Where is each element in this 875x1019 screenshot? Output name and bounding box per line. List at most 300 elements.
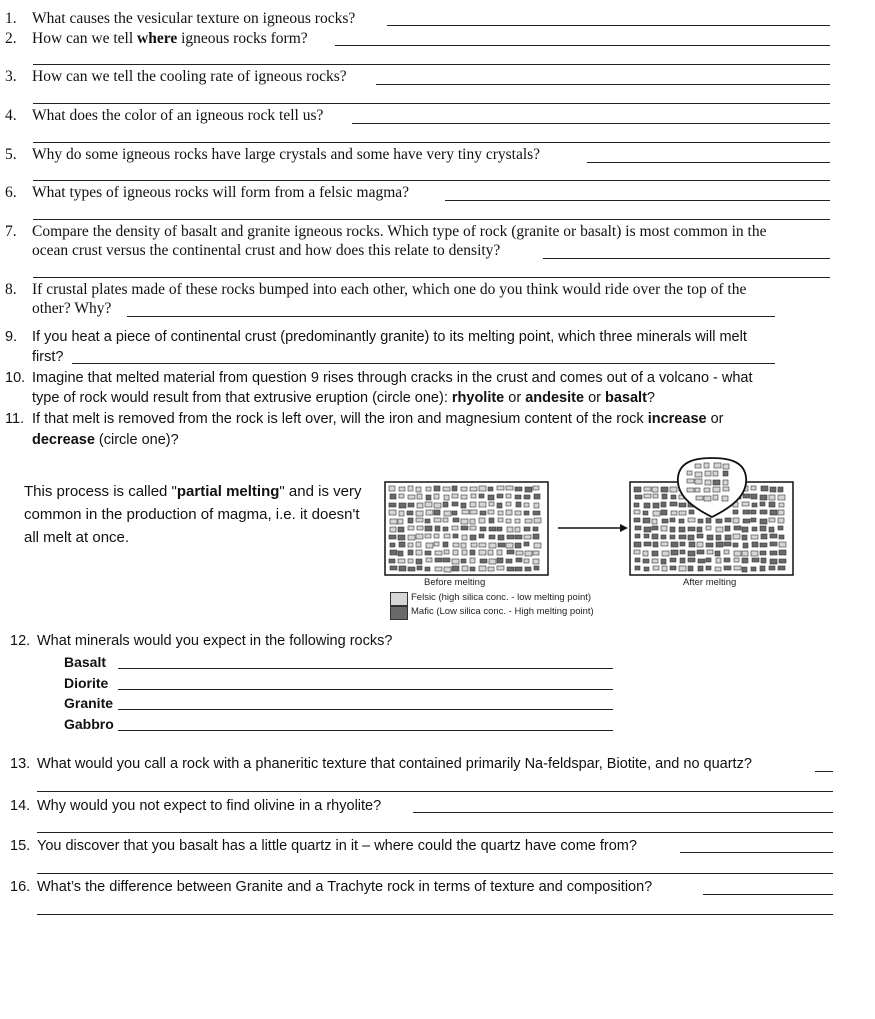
mafic-grain xyxy=(752,527,757,531)
question-11: 11. If that melt is removed from the rock is left over, will the iron and magnesium content of the rock increase or xyxy=(5,411,724,427)
mafic-grain xyxy=(389,559,395,563)
mafic-grain xyxy=(761,486,768,491)
mafic-grain xyxy=(644,527,651,532)
mafic-grain xyxy=(670,518,675,522)
felsic-grain xyxy=(417,503,423,508)
mafic-grain xyxy=(670,566,676,570)
felsic-grain xyxy=(733,534,740,539)
mafic-grain xyxy=(761,534,767,539)
felsic-grain xyxy=(453,550,458,555)
mafic-grain xyxy=(461,526,468,530)
mafic-grain xyxy=(661,487,668,492)
mafic-grain xyxy=(425,519,430,523)
mafic-grain xyxy=(752,503,757,507)
mafic-grain xyxy=(716,535,721,540)
felsic-grain xyxy=(470,526,476,530)
felsic-grain xyxy=(434,542,439,546)
mafic-grain xyxy=(751,518,756,522)
question-16: 16. What’s the difference between Granite and a Trachyte rock in terms of texture and composition? xyxy=(10,879,653,895)
felsic-grain xyxy=(696,496,703,500)
mafic-grain xyxy=(723,471,728,476)
felsic-grain xyxy=(398,519,403,524)
answer-line-4b[interactable] xyxy=(33,142,830,143)
answer-line-2b[interactable] xyxy=(33,64,830,65)
answer-line-6[interactable] xyxy=(445,200,830,201)
option-rhyolite[interactable]: rhyolite xyxy=(451,390,505,406)
felsic-grain xyxy=(506,486,513,490)
felsic-grain xyxy=(452,494,458,498)
mafic-grain xyxy=(742,527,748,532)
mafic-grain xyxy=(760,519,767,524)
felsic-grain xyxy=(644,487,651,491)
question-7-line2: ocean crust versus the continental crust and how does this relate to density? xyxy=(32,242,501,259)
mafic-grain xyxy=(751,567,756,571)
mafic-grain xyxy=(489,527,496,531)
mafic-grain xyxy=(643,559,649,563)
felsic-grain xyxy=(634,550,640,554)
answer-line-7b[interactable] xyxy=(33,277,830,278)
option-decrease[interactable]: decrease xyxy=(32,432,95,448)
mafic-grain xyxy=(534,566,539,570)
felsic-grain xyxy=(695,479,702,484)
mafic-grain xyxy=(533,511,540,515)
mafic-grain xyxy=(644,503,650,508)
mafic-grain xyxy=(634,542,641,547)
mafic-grain xyxy=(390,543,395,547)
felsic-grain xyxy=(399,494,404,498)
felsic-grain xyxy=(479,502,486,507)
mafic-grain xyxy=(688,566,693,571)
mafic-grain xyxy=(689,510,694,514)
mafic-grain xyxy=(524,542,529,546)
mafic-grain xyxy=(443,502,448,507)
option-increase[interactable]: increase xyxy=(647,411,707,427)
mafic-grain xyxy=(725,526,730,531)
mafic-grain xyxy=(760,566,765,571)
felsic-grain xyxy=(470,510,477,514)
felsic-grain xyxy=(434,503,441,508)
mafic-grain xyxy=(769,502,775,507)
mafic-grain xyxy=(389,535,396,539)
after-melting-label: After melting xyxy=(683,577,737,588)
mafic-grain xyxy=(706,566,711,570)
mafic-grain xyxy=(689,542,695,547)
mafic-grain xyxy=(679,527,685,532)
felsic-legend: Felsic (high silica conc. - low melting point) xyxy=(411,592,592,603)
felsic-grain xyxy=(434,494,439,499)
mafic-grain xyxy=(470,567,475,571)
felsic-grain xyxy=(716,558,721,563)
mafic-grain xyxy=(653,542,658,547)
rock-gabbro: Gabbro xyxy=(64,716,114,732)
answer-line-7[interactable] xyxy=(543,258,830,259)
mafic-grain xyxy=(778,526,783,530)
answer-line-13b[interactable] xyxy=(37,791,833,792)
mafic-grain xyxy=(425,526,432,531)
question-8: 8. If crustal plates made of these rocks bumped into each other, which one do you think would ride over the top of the xyxy=(5,281,747,298)
felsic-grain xyxy=(426,558,432,562)
mafic-grain xyxy=(688,558,695,562)
felsic-grain xyxy=(779,503,784,507)
felsic-grain xyxy=(390,519,397,524)
felsic-grain xyxy=(408,486,413,491)
mafic-grain xyxy=(697,534,703,538)
felsic-grain xyxy=(713,487,720,492)
mafic-grain xyxy=(680,542,685,546)
answer-line-5[interactable] xyxy=(587,162,830,163)
felsic-grain xyxy=(488,567,494,571)
mafic-grain xyxy=(498,535,504,540)
felsic-grain xyxy=(462,510,469,514)
mafic-grain xyxy=(452,502,458,506)
mafic-grain xyxy=(760,510,767,514)
mafic-grain xyxy=(760,526,766,531)
felsic-grain xyxy=(534,518,541,523)
felsic-grain xyxy=(695,464,701,468)
mafic-grain xyxy=(779,559,786,563)
felsic-grain xyxy=(706,526,711,530)
mafic-grain xyxy=(452,511,457,515)
felsic-grain xyxy=(444,534,450,538)
felsic-grain xyxy=(723,487,729,491)
felsic-grain xyxy=(778,495,785,500)
answer-line-16b[interactable] xyxy=(37,914,833,915)
before-grains xyxy=(389,486,541,572)
mafic-grain xyxy=(479,534,484,538)
felsic-grain xyxy=(470,487,477,491)
answer-line-5b[interactable] xyxy=(33,180,830,181)
felsic-grain xyxy=(389,486,395,491)
felsic-grain xyxy=(634,510,640,514)
mafic-grain xyxy=(425,567,430,571)
mafic-grain xyxy=(390,566,397,570)
felsic-grain xyxy=(470,502,476,507)
felsic-grain xyxy=(506,543,513,548)
felsic-grain xyxy=(452,559,459,564)
felsic-grain xyxy=(734,558,739,562)
mafic-grain xyxy=(713,480,720,485)
question-14: 14. Why would you not expect to find olivine in a rhyolite? xyxy=(10,798,382,814)
felsic-grain xyxy=(687,479,694,483)
answer-line-gabbro[interactable] xyxy=(118,730,613,731)
partial-melting-note: This process is called "partial melting" and is very common in the production of magma, i.e. it doesn't all melt at once. xyxy=(24,483,362,546)
mafic-grain xyxy=(398,551,403,556)
mafic-grain xyxy=(679,519,684,523)
felsic-grain xyxy=(524,503,529,507)
answer-line-2[interactable] xyxy=(335,45,830,46)
felsic-grain xyxy=(408,543,413,547)
answer-line-3b[interactable] xyxy=(33,103,830,104)
mafic-grain xyxy=(715,551,720,556)
mafic-grain xyxy=(507,535,514,539)
answer-line-15[interactable] xyxy=(680,852,833,853)
felsic-grain xyxy=(533,486,539,490)
mafic-grain xyxy=(752,542,758,547)
felsic-grain xyxy=(778,518,784,523)
mafic-grain xyxy=(480,511,486,515)
answer-line-diorite[interactable] xyxy=(118,689,613,690)
mafic-grain xyxy=(452,566,459,571)
rock-diorite: Diorite xyxy=(64,675,109,691)
mafic-grain xyxy=(443,527,448,531)
felsic-grain xyxy=(534,503,539,508)
mafic-grain xyxy=(770,534,777,538)
mafic-grain xyxy=(644,534,649,538)
felsic-grain xyxy=(471,543,477,547)
felsic-grain xyxy=(653,494,658,498)
answer-line-16[interactable] xyxy=(703,894,833,895)
mafic-grain xyxy=(497,527,502,531)
option-basalt[interactable]: basalt xyxy=(605,390,647,406)
felsic-grain xyxy=(444,550,449,554)
mafic-grain xyxy=(770,551,777,555)
option-andesite[interactable]: andesite xyxy=(525,390,585,406)
mafic-grain xyxy=(643,511,648,515)
mafic-grain xyxy=(488,495,494,500)
answer-line-15b[interactable] xyxy=(37,873,833,874)
mafic-grain xyxy=(525,487,532,492)
felsic-grain xyxy=(652,559,658,563)
felsic-grain xyxy=(435,567,442,571)
mafic-legend: Mafic (Low silica conc. - High melting point) xyxy=(411,606,594,617)
felsic-grain xyxy=(506,494,511,498)
felsic-grain xyxy=(488,550,493,555)
mafic-grain xyxy=(706,558,711,562)
mafic-grain xyxy=(742,535,747,540)
felsic-grain xyxy=(408,535,415,540)
before-melting-label: Before melting xyxy=(424,577,486,588)
felsic-grain xyxy=(734,551,741,556)
mafic-grain xyxy=(679,503,686,507)
mafic-grain xyxy=(516,502,521,507)
question-4: 4. What does the color of an igneous rock tell us? xyxy=(5,107,324,124)
felsic-grain xyxy=(398,559,405,563)
mafic-grain xyxy=(652,534,658,539)
mafic-grain xyxy=(760,543,767,547)
felsic-grain xyxy=(661,526,667,531)
answer-line-14[interactable] xyxy=(413,812,833,813)
mafic-grain xyxy=(760,502,765,506)
felsic-grain xyxy=(507,527,513,532)
arrow-head-icon xyxy=(620,524,628,532)
mafic-grain xyxy=(525,567,531,571)
question-7: 7. Compare the density of basalt and granite igneous rocks. Which type of rock (granite or basalt) is most common in the xyxy=(5,223,767,240)
felsic-grain xyxy=(461,543,466,548)
felsic-grain xyxy=(734,566,741,570)
mafic-grain xyxy=(461,559,466,563)
mafic-grain xyxy=(724,542,731,546)
felsic-grain xyxy=(653,566,659,570)
mafic-grain xyxy=(706,543,713,547)
mafic-grain xyxy=(661,510,667,515)
mafic-grain xyxy=(516,558,522,562)
mafic-grain xyxy=(497,494,503,498)
answer-line-3[interactable] xyxy=(376,84,830,85)
mafic-grain xyxy=(725,518,731,522)
mafic-grain xyxy=(653,503,659,508)
felsic-grain xyxy=(679,566,686,571)
mafic-grain xyxy=(644,542,651,546)
answer-line-1[interactable] xyxy=(387,25,830,26)
mafic-grain xyxy=(399,542,405,547)
mafic-grain xyxy=(671,550,678,555)
mafic-grain xyxy=(751,510,756,514)
mafic-grain xyxy=(652,551,658,556)
felsic-grain xyxy=(399,487,405,491)
mafic-grain xyxy=(453,534,458,538)
mafic-grain xyxy=(743,519,750,523)
answer-line-basalt[interactable] xyxy=(118,668,613,669)
mafic-grain xyxy=(480,559,487,563)
mafic-grain xyxy=(769,527,774,532)
felsic-grain xyxy=(662,566,667,571)
felsic-grain xyxy=(688,518,695,522)
felsic-grain xyxy=(515,519,520,523)
felsic-grain xyxy=(425,502,432,507)
mafic-grain xyxy=(498,543,505,547)
felsic-grain xyxy=(533,559,539,564)
mafic-grain xyxy=(652,526,658,530)
felsic-grain xyxy=(498,518,503,522)
answer-line-9[interactable] xyxy=(72,363,775,364)
mafic-grain xyxy=(760,495,767,500)
felsic-grain xyxy=(723,464,729,469)
mafic-grain xyxy=(515,567,522,571)
mafic-grain xyxy=(725,535,731,540)
felsic-grain xyxy=(462,550,467,555)
mafic-grain xyxy=(515,543,521,548)
mafic-grain xyxy=(688,535,694,540)
felsic-grain xyxy=(704,496,711,501)
mafic-grain xyxy=(760,551,766,555)
mafic-grain xyxy=(497,558,503,563)
mafic-grain xyxy=(724,558,730,562)
mafic-grain xyxy=(634,518,640,522)
felsic-grain xyxy=(751,535,758,539)
felsic-grain xyxy=(426,543,433,548)
mafic-grain xyxy=(742,558,748,563)
felsic-grain xyxy=(515,527,520,532)
felsic-grain xyxy=(389,510,396,515)
mafic-grain xyxy=(524,527,530,531)
mafic-grain xyxy=(417,566,422,570)
question-5: 5. Why do some igneous rocks have large crystals and some have very tiny crystals? xyxy=(5,146,541,163)
felsic-grain xyxy=(416,518,423,522)
mafic-grain xyxy=(697,550,704,554)
answer-line-granite[interactable] xyxy=(118,709,613,710)
question-8-line2: other? Why? xyxy=(32,300,112,317)
mafic-grain xyxy=(644,567,649,571)
felsic-grain xyxy=(705,480,711,485)
felsic-grain xyxy=(695,488,700,492)
mafic-grain xyxy=(399,503,406,508)
felsic-grain xyxy=(778,510,784,515)
mafic-grain xyxy=(452,486,457,491)
mafic-grain xyxy=(716,519,722,523)
felsic-grain xyxy=(769,518,775,522)
felsic-grain xyxy=(524,535,531,539)
felsic-grain xyxy=(462,535,467,540)
rock-granite: Granite xyxy=(64,695,114,711)
felsic-grain xyxy=(408,495,415,499)
mafic-grain xyxy=(661,502,666,507)
question-10-line2: type of rock would result from that extrusive eruption (circle one): rhyolite or andesite or basalt? xyxy=(32,390,655,406)
felsic-grain xyxy=(498,511,503,515)
felsic-grain xyxy=(653,511,660,516)
felsic-grain xyxy=(687,488,694,492)
felsic-grain xyxy=(444,567,451,572)
felsic-grain xyxy=(497,550,502,555)
answer-line-14b[interactable] xyxy=(37,832,833,833)
mafic-grain xyxy=(434,510,440,515)
felsic-grain xyxy=(461,495,467,499)
felsic-grain xyxy=(416,550,422,555)
mafic-grain xyxy=(716,542,723,547)
mafic-grain xyxy=(408,567,415,571)
mafic-grain xyxy=(507,550,514,554)
felsic-grain xyxy=(479,486,486,491)
felsic-grain xyxy=(434,534,439,538)
felsic-grain xyxy=(722,496,728,501)
mafic-grain xyxy=(390,550,397,555)
mafic-grain xyxy=(724,566,731,570)
mafic-grain xyxy=(398,527,404,532)
felsic-grain xyxy=(524,559,529,563)
question-9-line2: first? xyxy=(32,349,64,365)
mafic-grain xyxy=(515,487,522,491)
felsic-grain xyxy=(670,487,677,492)
felsic-grain xyxy=(461,487,467,491)
felsic-grain xyxy=(713,495,718,500)
mafic-grain xyxy=(443,558,450,562)
felsic-grain xyxy=(715,567,721,571)
answer-line-8[interactable] xyxy=(127,316,775,317)
answer-line-13[interactable] xyxy=(815,771,833,772)
mafic-grain xyxy=(488,487,493,491)
felsic-grain xyxy=(399,511,404,516)
mafic-grain xyxy=(661,559,666,564)
mafic-grain xyxy=(779,535,784,539)
mafic-grain xyxy=(479,494,484,498)
felsic-grain xyxy=(704,463,709,468)
felsic-grain xyxy=(408,526,414,530)
felsic-grain xyxy=(652,487,658,492)
question-1: 1. What causes the vesicular texture on igneous rocks? xyxy=(5,10,356,27)
felsic-grain xyxy=(724,550,729,554)
answer-line-4[interactable] xyxy=(352,123,830,124)
mafic-grain xyxy=(706,518,711,523)
felsic-grain xyxy=(497,566,504,570)
felsic-grain xyxy=(723,480,728,485)
felsic-grain xyxy=(443,518,448,522)
question-12: 12. What minerals would you expect in the following rocks? xyxy=(10,633,393,649)
mafic-grain xyxy=(506,559,512,563)
answer-line-6b[interactable] xyxy=(33,219,830,220)
felsic-grain xyxy=(444,495,449,500)
mafic-grain xyxy=(408,503,414,507)
mafic-swatch xyxy=(390,606,408,620)
felsic-grain xyxy=(644,494,651,498)
felsic-grain xyxy=(417,526,423,530)
felsic-swatch xyxy=(390,592,408,606)
felsic-grain xyxy=(416,511,423,516)
mafic-grain xyxy=(435,558,442,562)
felsic-grain xyxy=(479,566,486,571)
felsic-grain xyxy=(506,519,511,523)
felsic-grain xyxy=(525,551,532,556)
felsic-grain xyxy=(687,471,692,475)
felsic-grain xyxy=(497,486,504,490)
